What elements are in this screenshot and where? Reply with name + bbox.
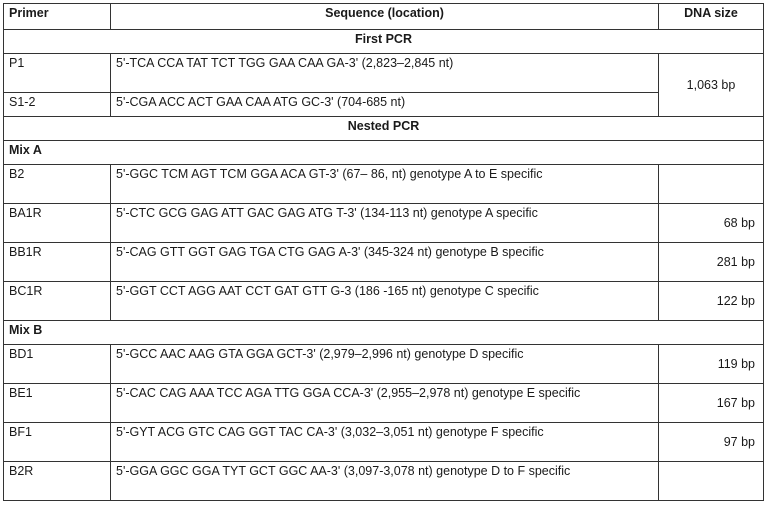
header-row: [4, 4, 764, 30]
size-cell: [659, 462, 764, 501]
primer-cell: BF1: [4, 423, 111, 462]
section-title-nested-pcr: Nested PCR: [4, 117, 764, 141]
size-cell: 119 bp: [659, 345, 764, 384]
sequence-cell: 5'-CTC GCG GAG ATT GAC GAG ATG T-3' (134-113 nt) genotype A specific: [111, 204, 659, 243]
section-row-first-pcr: [4, 30, 764, 54]
sequence-cell: 5'-CGA ACC ACT GAA CAA ATG GC-3' (704-685 nt): [111, 93, 659, 117]
primer-cell: BB1R: [4, 243, 111, 282]
table-row: [4, 462, 764, 501]
sequence-cell: 5'-GGA GGC GGA TYT GCT GGC AA-3' (3,097-3,078 nt) genotype D to F specific: [111, 462, 659, 501]
sequence-cell: 5'-GGT CCT AGG AAT CCT GAT GTT G-3 (186 -165 nt) genotype C specific: [111, 282, 659, 321]
size-cell: [659, 165, 764, 204]
group-row-mix-a: [4, 141, 764, 165]
table-row: [4, 282, 764, 321]
header-sequence: Sequence (location): [111, 4, 659, 30]
sequence-cell: 5'-CAG GTT GGT GAG TGA CTG GAG A-3' (345-324 nt) genotype B specific: [111, 243, 659, 282]
primer-cell: B2: [4, 165, 111, 204]
sequence-cell: 5'-CAC CAG AAA TCC AGA TTG GGA CCA-3' (2,955–2,978 nt) genotype E specific: [111, 384, 659, 423]
table-row: [4, 93, 764, 117]
table-row: [4, 243, 764, 282]
primer-cell: BA1R: [4, 204, 111, 243]
table-row: [4, 345, 764, 384]
size-cell: 281 bp: [659, 243, 764, 282]
sequence-cell: 5'-GYT ACG GTC CAG GGT TAC CA-3' (3,032–3,051 nt) genotype F specific: [111, 423, 659, 462]
primer-cell: S1-2: [4, 93, 111, 117]
sequence-cell: 5'-GGC TCM AGT TCM GGA ACA GT-3' (67– 86, nt) genotype A to E specific: [111, 165, 659, 204]
section-title-first-pcr: First PCR: [4, 30, 764, 54]
header-dna-size: DNA size: [659, 4, 764, 30]
size-cell: 122 bp: [659, 282, 764, 321]
header-primer: Primer: [4, 4, 111, 30]
group-label-mix-a: Mix A: [4, 141, 764, 165]
size-cell: 68 bp: [659, 204, 764, 243]
section-row-nested-pcr: [4, 117, 764, 141]
primer-cell: P1: [4, 54, 111, 93]
primer-cell: B2R: [4, 462, 111, 501]
sequence-cell: 5'-TCA CCA TAT TCT TGG GAA CAA GA-3' (2,823–2,845 nt): [111, 54, 659, 93]
size-cell: 1,063 bp: [659, 54, 764, 117]
group-label-mix-b: Mix B: [4, 321, 764, 345]
primer-cell: BE1: [4, 384, 111, 423]
table-row: [4, 423, 764, 462]
group-row-mix-b: [4, 321, 764, 345]
primer-cell: BC1R: [4, 282, 111, 321]
size-cell: 167 bp: [659, 384, 764, 423]
table-row: [4, 384, 764, 423]
primer-cell: BD1: [4, 345, 111, 384]
table-row: [4, 204, 764, 243]
size-cell: 97 bp: [659, 423, 764, 462]
sequence-cell: 5'-GCC AAC AAG GTA GGA GCT-3' (2,979–2,996 nt) genotype D specific: [111, 345, 659, 384]
table-row: [4, 165, 764, 204]
primer-table: [3, 3, 764, 501]
table-row: [4, 54, 764, 93]
